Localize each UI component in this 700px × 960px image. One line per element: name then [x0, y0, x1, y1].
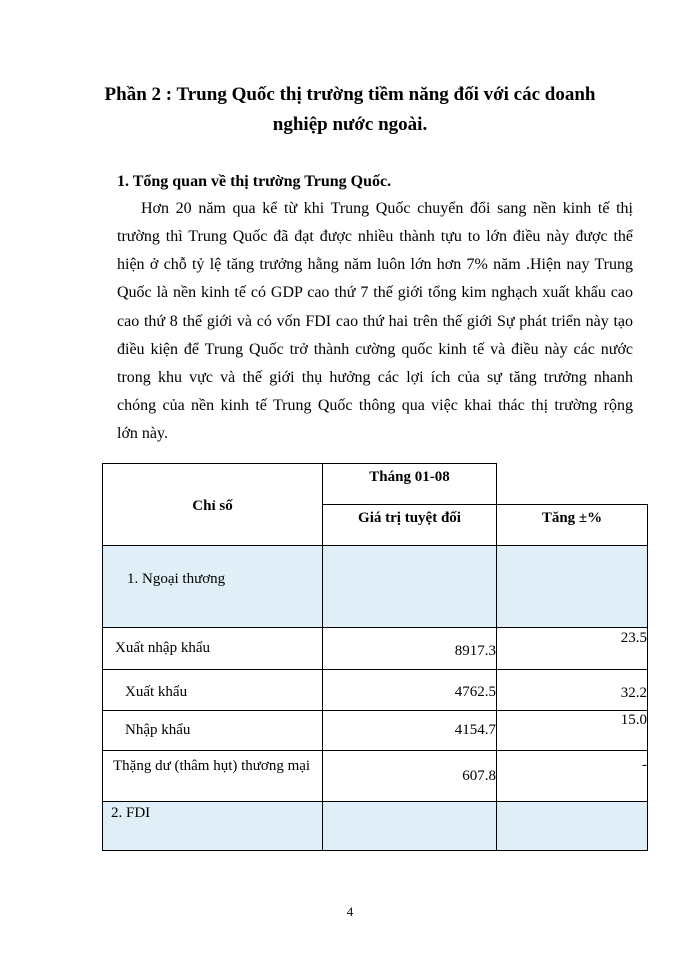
paragraph-line: lớn này.: [117, 425, 168, 442]
header-period-cell: [323, 464, 497, 505]
row-change: 15.0: [620, 712, 647, 728]
row-label-cell: [103, 711, 323, 751]
row-label: Xuất khẩu: [125, 684, 188, 700]
row-value: 4154.7: [454, 722, 496, 738]
table-row: [103, 546, 648, 628]
table-row: [103, 802, 648, 851]
row-change-cell: [497, 751, 648, 802]
row-label-cell: [103, 802, 323, 851]
row-change: 23.5: [620, 630, 647, 646]
row-value: 8917.3: [454, 643, 496, 659]
row-label-cell: [103, 670, 323, 711]
row-change-cell: [497, 628, 648, 670]
table-row: [103, 670, 648, 711]
row-value-cell: [323, 802, 497, 851]
header-blank-cell: [497, 464, 648, 505]
page-number: 4: [346, 904, 354, 919]
paragraph-line: Quốc là nền kinh tế có GDP cao thứ 7 thế giới tổng kim nghạch xuất khẩu cao: [117, 284, 633, 301]
row-change-cell: [497, 711, 648, 751]
row-value-cell: [323, 546, 497, 628]
row-change: 32.2: [620, 685, 647, 701]
paragraph-line: Hơn 20 năm qua kể từ khi Trung Quốc chuyển đổi sang nền kinh tế thị: [141, 200, 633, 217]
header-absolute: Giá trị tuyệt đối: [358, 510, 461, 526]
row-change: -: [642, 757, 647, 773]
row-label: 1. Ngoại thương: [127, 571, 226, 587]
row-label-cell: [103, 628, 323, 670]
table-row: [103, 628, 648, 670]
row-label-cell: [103, 546, 323, 628]
row-change-cell: [497, 670, 648, 711]
row-label: Thặng dư (thâm hụt) thương mại: [113, 758, 311, 774]
paragraph-line: cao thứ 8 thế giới và có vốn FDI cao thứ hai trên thế giới Sự phát triển này tạo: [117, 313, 633, 330]
header-indicator-cell: [103, 464, 323, 546]
row-label-cell: [103, 751, 323, 802]
trade-table: [102, 463, 648, 851]
row-value-cell: [323, 628, 497, 670]
page-title-line-2: nghiệp nước ngoài.: [272, 114, 428, 135]
paragraph-line: điều kiện để Trung Quốc trở thành cường quốc kinh tế và điều này các nước: [117, 341, 633, 358]
row-value: 607.8: [462, 768, 496, 784]
row-label: Xuất nhập khẩu: [115, 640, 210, 656]
row-value: 4762.5: [454, 684, 496, 700]
paragraph-line: trong khu vực và thế giới thụ hưởng các lợi ích của sự tăng trưởng nhanh: [117, 369, 633, 386]
row-value-cell: [323, 711, 497, 751]
row-value-cell: [323, 751, 497, 802]
header-period: Tháng 01-08: [369, 469, 450, 485]
paragraph-line: chóng của nền kinh tế Trung Quốc thông qua việc khai thác thị trường rộng: [117, 397, 633, 414]
row-label: 2. FDI: [111, 805, 151, 821]
header-change: Tăng ±%: [541, 510, 603, 526]
paragraph-line: hiện ở chỗ tỷ lệ tăng trưởng hằng năm luôn lớn hơn 7% năm .Hiện nay Trung: [117, 256, 633, 273]
paragraph-line: trường thì Trung Quốc đã đạt được nhiều thành tựu to lớn điều này được thể: [117, 228, 633, 245]
row-value-cell: [323, 670, 497, 711]
table-row: [103, 751, 648, 802]
table-row: [103, 711, 648, 751]
row-change-cell: [497, 802, 648, 851]
header-indicator: Chỉ số: [192, 498, 233, 514]
header-absolute-cell: [323, 505, 497, 546]
section-heading: 1. Tổng quan về thị trường Trung Quốc.: [117, 173, 392, 190]
page-title-line-1: Phần 2 : Trung Quốc thị trường tiềm năng đối với các doanh: [104, 84, 596, 105]
row-change-cell: [497, 546, 648, 628]
row-label: Nhập khẩu: [125, 722, 191, 738]
header-change-cell: [497, 505, 648, 546]
